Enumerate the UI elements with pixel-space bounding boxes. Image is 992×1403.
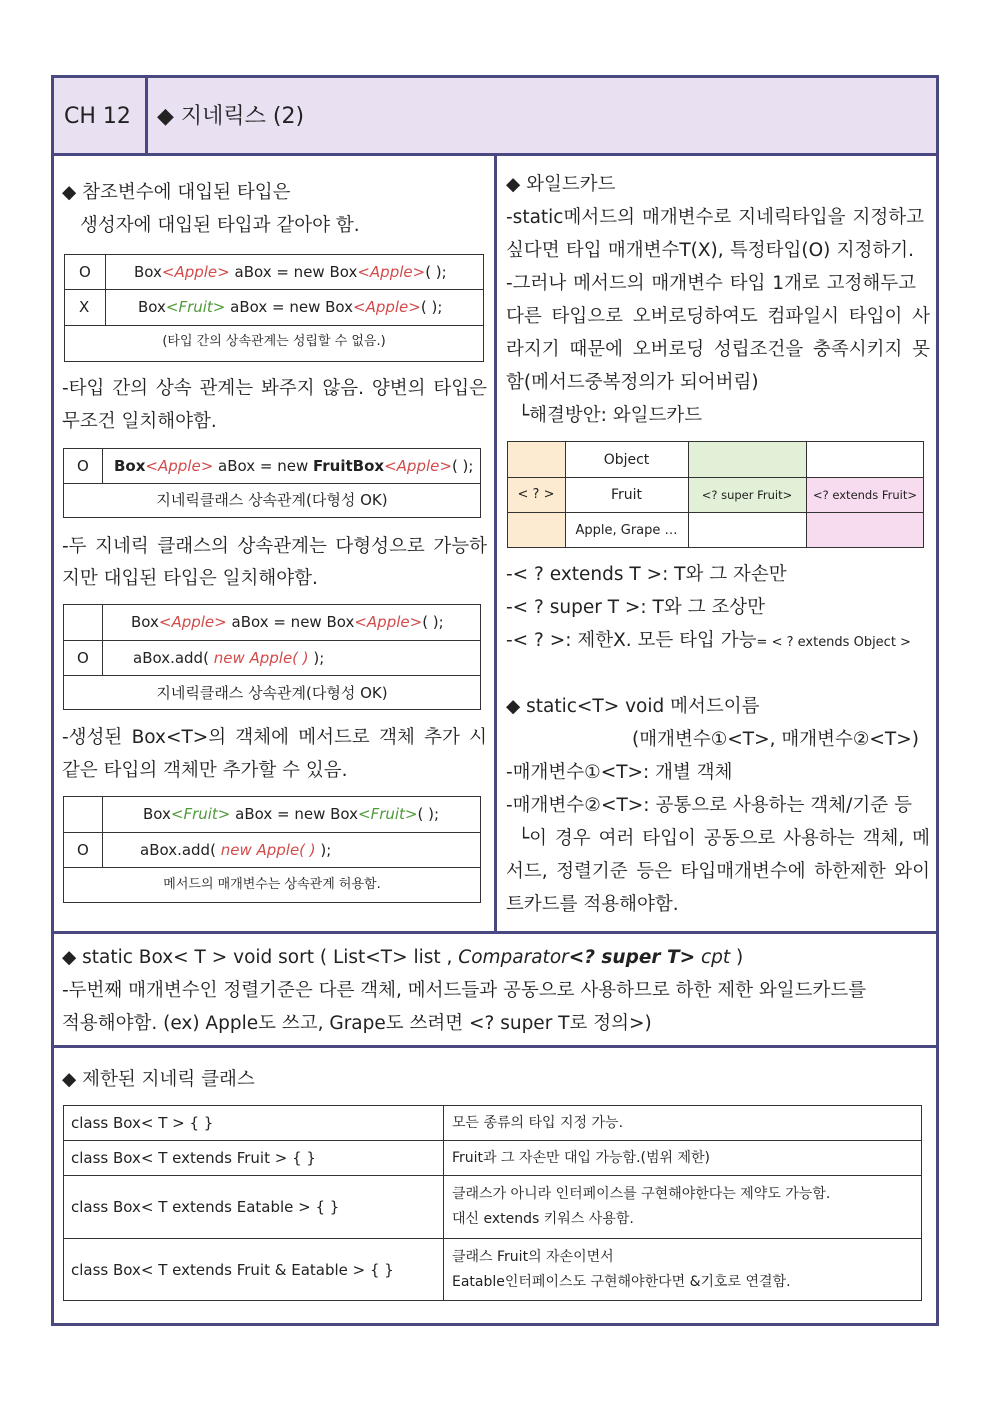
wc-line-4: 다른 타입으로 오버로딩하여도 컴파일시 타입이 사 (506, 306, 930, 327)
wc-extends: -< ? extends T >: T와 그 자손만 (506, 564, 787, 585)
static-line-6: 서드, 정렬기준 등은 타입매개변수에 하한제한 와이 (506, 861, 930, 882)
static-line-3: -매개변수①<T>: 개별 객체 (506, 762, 733, 783)
p4-line2: 같은 타입의 객체만 추가할 수 있음. (62, 760, 348, 781)
grid-rule (507, 477, 924, 478)
section-rule-2 (54, 1045, 936, 1048)
grid-fruit: Fruit (610, 487, 643, 503)
wc-line-1: -static메서드의 매개변수로 지네릭타입을 지정하고 (506, 207, 924, 228)
bounded-row-4-desc-1: 클래스 Fruit의 자손이면서 (452, 1249, 614, 1265)
grid-extends: <? extends Fruit> (812, 488, 918, 502)
bounded-row-2-code: class Box< T extends Fruit > { } (71, 1149, 316, 1167)
p2-line1: -타입 간의 상속 관계는 봐주지 않음. 양변의 타입은 (62, 378, 487, 399)
t4-mark-o: O (77, 841, 89, 859)
table-1-col-rule (105, 254, 106, 325)
table-4-rule (63, 867, 481, 868)
t1-mark-x: X (79, 298, 90, 316)
static-params: (매개변수①<T>, 매개변수②<T>) (632, 729, 919, 750)
t1-row1-code: Box<Apple> aBox = new Box<Apple>( ); (134, 263, 447, 281)
grid-apple: Apple, Grape … (575, 523, 678, 538)
table-2-rule (63, 483, 481, 484)
p2-line2: 무조건 일치해야함. (62, 411, 217, 432)
column-divider (494, 156, 497, 932)
bounded-row-rule (63, 1140, 922, 1141)
bounded-row-rule (63, 1238, 922, 1239)
grid-q: < ? > (517, 487, 555, 502)
bounded-row-3-desc-2: 대신 extends 키워스 사용함. (452, 1211, 634, 1227)
table-4-col-rule (102, 796, 103, 867)
t1-mark-o: O (79, 263, 91, 281)
wildcard-grid (507, 441, 924, 548)
section-rule-1 (54, 931, 936, 934)
bounded-table (63, 1105, 922, 1301)
p3-line2: 지만 대입된 타입은 일치해야함. (62, 568, 318, 589)
wc-solution: └해결방안: 와일드카드 (518, 405, 703, 426)
p3-line1: -두 지네릭 클래스의 상속관계는 다형성으로 가능하 (62, 536, 487, 557)
page-title: ◆ 지네릭스 (2) (157, 104, 305, 129)
bounded-row-1-desc: 모든 종류의 타입 지정 가능. (452, 1115, 624, 1131)
t2-code: Box<Apple> aBox = new FruitBox<Apple>( ); (114, 457, 474, 475)
sort-line-2: -두번째 매개변수인 정렬기준은 다른 객체, 메서드들과 공동으로 사용하므로 하한 제한 와일드카드를 (62, 980, 867, 1001)
t2-note: 지네릭클래스 상속관계(다형성 OK) (156, 491, 388, 509)
table-1-rule (64, 289, 484, 290)
s1-heading: ◆ 참조변수에 대입된 타입은 (62, 182, 291, 203)
wc-line-5: 라지기 때문에 오버로딩 성립조건을 충족시키지 못 (506, 339, 930, 360)
wildcard-heading: ◆ 와일드카드 (506, 174, 616, 195)
wc-super: -< ? super T >: T와 그 조상만 (506, 597, 765, 618)
bounded-row-4-code: class Box< T extends Fruit & Eatable > { } (71, 1261, 394, 1279)
bounded-row-3-code: class Box< T extends Eatable > { } (71, 1198, 340, 1216)
grid-rule (507, 512, 924, 513)
table-3-rule (63, 675, 481, 676)
bounded-row-2-desc: Fruit과 그 자손만 대입 가능함.(범위 제한) (452, 1150, 711, 1166)
t3-note: 지네릭클래스 상속관계(다형성 OK) (156, 684, 388, 702)
static-line-4: -매개변수②<T>: 공통으로 사용하는 객체/기준 등 (506, 795, 912, 816)
wc-line-6: 함(메서드중복정의가 되어버림) (506, 372, 759, 393)
s1-text: 생성자에 대입된 타입과 같아야 함. (80, 215, 360, 236)
static-line-7: 트카드를 적용해야함. (506, 894, 679, 915)
table-4-rule (63, 832, 481, 833)
bounded-row-rule (63, 1175, 922, 1176)
table-2-col-rule (102, 448, 103, 483)
t4-row1-code: Box<Fruit> aBox = new Box<Fruit>( ); (143, 805, 440, 823)
wc-line-3: -그러나 메서드의 매개변수 타입 1개로 고정해두고 (506, 273, 916, 294)
t3-mark-o: O (77, 649, 89, 667)
static-heading: ◆ static<T> void 메서드이름 (506, 696, 760, 717)
static-line-5: └이 경우 여러 타입이 공동으로 사용하는 객체, 메 (518, 828, 930, 849)
t1-note: (타입 간의 상속관계는 성립할 수 없음.) (162, 334, 386, 349)
bounded-col-rule (443, 1105, 444, 1301)
sort-line-3: 적용해야함. (ex) Apple도 쓰고, Grape도 쓰려면 <? super T로 정의>) (62, 1013, 652, 1034)
bounded-heading: ◆ 제한된 지네릭 클래스 (62, 1069, 255, 1090)
t3-row1-code: Box<Apple> aBox = new Box<Apple>( ); (131, 613, 444, 631)
bounded-row-3-desc-1: 클래스가 아니라 인터페이스를 구현해야한다는 제약도 가능함. (452, 1186, 831, 1202)
bounded-row-1-code: class Box< T > { } (71, 1114, 214, 1132)
chapter-label: CH 12 (64, 104, 131, 129)
t3-row2-code: aBox.add( new Apple( ) ); (133, 649, 325, 667)
p4-line1: -생성된 Box<T>의 객체에 메서드로 객체 추가 시 (62, 727, 487, 748)
grid-super: <? super Fruit> (701, 488, 793, 502)
sort-heading: ◆ static Box< T > void sort ( List<T> list , Comparator<? super T> cpt ) (62, 947, 744, 968)
table-1-rule (64, 325, 484, 326)
grid-object: Object (603, 452, 650, 468)
table-3-col-rule (102, 604, 103, 675)
t1-row2-code: Box<Fruit> aBox = new Box<Apple>( ); (138, 298, 443, 316)
bounded-row-4-desc-2: Eatable인터페이스도 구현해야한다면 &기호로 연결함. (452, 1274, 791, 1290)
wc-line-2: 싶다면 타입 매개변수T(X), 특정타입(O) 지정하기. (506, 240, 914, 261)
wc-unbounded: -< ? >: 제한X. 모든 타입 가능= < ? extends Object > (506, 630, 911, 651)
t4-row2-code: aBox.add( new Apple( ) ); (140, 841, 332, 859)
t2-mark-o: O (77, 457, 89, 475)
header-divider (145, 78, 148, 154)
t4-note: 메서드의 매개변수는 상속관계 허용함. (163, 877, 381, 892)
table-3-rule (63, 640, 481, 641)
